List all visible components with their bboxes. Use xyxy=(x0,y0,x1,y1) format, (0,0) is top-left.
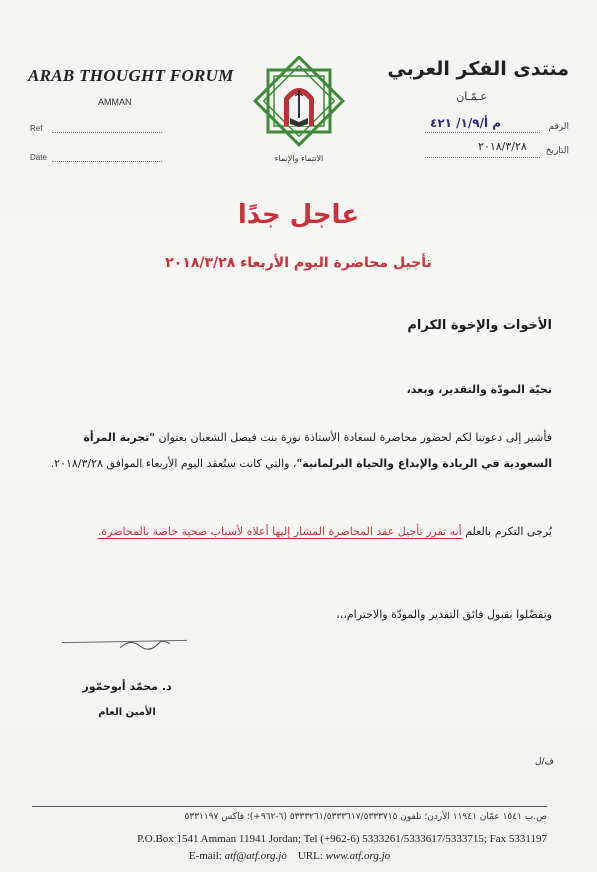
motto: الانتماء والإنماء xyxy=(274,154,324,163)
email-address[interactable]: atf@atf.org.jo xyxy=(224,850,287,862)
date-line xyxy=(52,161,162,162)
website-link[interactable]: www.atf.org.jo xyxy=(325,850,391,862)
signer-title: الأمين العام xyxy=(98,707,156,718)
date-ar-line xyxy=(425,157,540,158)
org-name-en: ARAB THOUGHT FORUM xyxy=(28,66,234,85)
logo-emblem xyxy=(244,56,354,156)
ref-line xyxy=(52,132,162,133)
footer-address-en: P.O.Box 1541 Amman 11941 Jordan; Tel (+962-6) 5333261/5333617/5333715; Fax 5331197 xyxy=(137,833,547,845)
reference-number-value: م أ/١/٩/ ٤٢١ xyxy=(430,116,502,130)
paragraph-postponement xyxy=(42,519,552,545)
reference-number-label: الرقم xyxy=(548,122,569,132)
reference-number-line xyxy=(425,132,540,133)
ref-label: Ref xyxy=(30,124,43,133)
lecture-title: "تجربة المرأة السعودية في الريادة والإبداع والحياة البرلمانية" xyxy=(83,431,552,470)
footer-address-ar: ص.ب ١٥٤١ عمّان ١١٩٤١ الأردن؛ تلفون ٥٣٣٣٢٦١/٥٣٣٣٦١٧/٥٣٣٣٧١٥ (٦-٩٦٢+)؛ فاكس ٥٣٣١١٩٧ xyxy=(184,812,547,822)
date-ar-value: ٢٠١٨/٣/٢٨ xyxy=(478,140,527,153)
date-ar-label: التاريخ xyxy=(545,146,569,156)
footer-rule xyxy=(32,806,547,807)
subject-line: تأجيل محاضرة اليوم الأربعاء ٢٠١٨/٣/٢٨ xyxy=(165,255,432,271)
url-label: URL: xyxy=(297,850,323,862)
signature-scribble xyxy=(115,628,175,658)
signer-name: د. محمّد أبوحمّور xyxy=(82,680,172,693)
footer-contact xyxy=(32,850,547,862)
salutation: الأخوات والإخوة الكرام xyxy=(407,318,552,333)
paragraph-invitation-part2: ، والتي كانت ستُعقد اليوم الأربعاء الموافق ٢٠١٨/٣/٢٨. xyxy=(50,457,297,470)
city-en: AMMAN xyxy=(98,97,132,107)
urgent-heading: عاجل جدًا xyxy=(237,200,360,230)
city-ar: عـمّـان xyxy=(456,90,487,103)
date-label: Date xyxy=(30,153,47,162)
typist-initials: ف/ل xyxy=(535,757,554,767)
paragraph-invitation xyxy=(42,425,552,477)
postponement-notice: أنه تقرر تأجيل عقد المحاضرة المشار إليها أعلاه لأسباب صحية خاصة بالمحاضرة. xyxy=(97,525,462,538)
closing: وتفضّلوا بقبول فائق التقدير والمودّة والاحترام،،، xyxy=(336,608,552,621)
paragraph-invitation-part1: فأشير إلى دعوتنا لكم لحضور محاضرة لسعادة الأستاذة نورة بنت فيصل الشعبان بعنوان xyxy=(158,431,552,444)
paragraph-postponement-prefix: يُرجى التكرم بالعلم xyxy=(465,525,552,538)
greeting: تحيّة المودّة والتقدير، وبعد، xyxy=(406,383,552,396)
email-label: E-mail: xyxy=(188,850,222,862)
org-name-ar: منتدى الفكر العربي xyxy=(387,58,569,80)
